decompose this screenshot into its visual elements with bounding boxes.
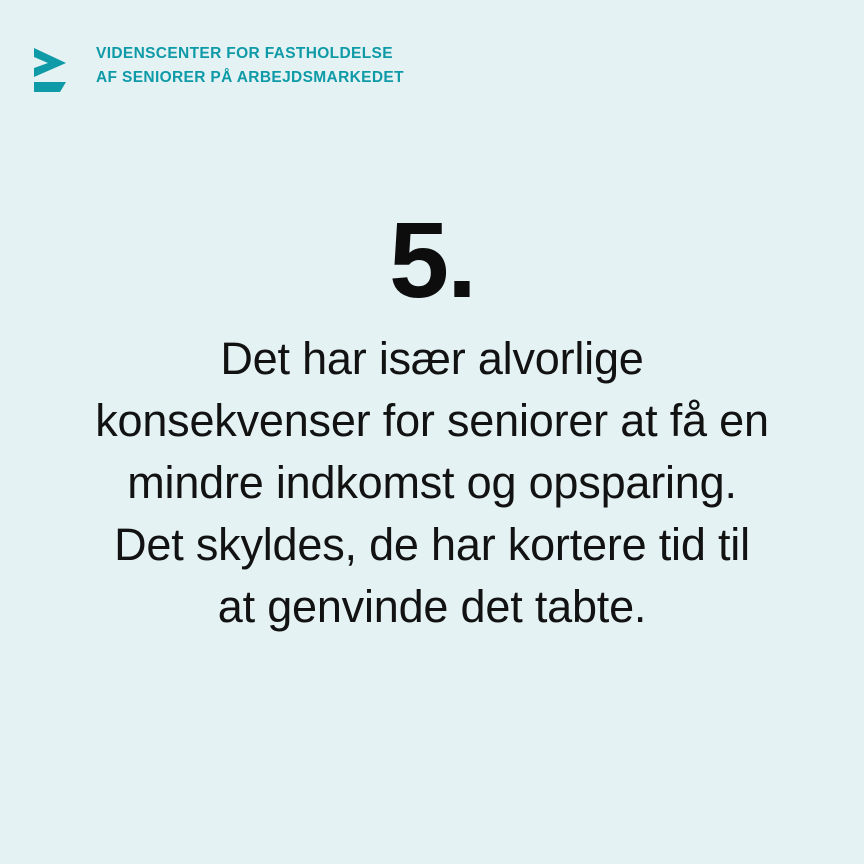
chevron-right-mark-icon [32, 44, 82, 96]
statement-line: mindre indkomst og opsparing. [127, 457, 737, 509]
brand-logo [32, 42, 404, 96]
slide-numeral: 5. [388, 199, 476, 320]
statement-line: Det har især alvorlige [220, 333, 644, 384]
brand-name-line-2: AF SENIORER PÅ ARBEJDSMARKEDET [96, 69, 404, 87]
slide-content [0, 199, 864, 638]
statement-line: konsekvenser for seniorer at få en [95, 395, 769, 447]
slide-statement [62, 328, 802, 638]
statement-line: Det skyldes, de har kortere tid til [114, 519, 750, 571]
statement-line: at genvinde det tabte. [217, 581, 647, 633]
brand-name [96, 42, 404, 90]
brand-name-line-1: VIDENSCENTER FOR FASTHOLDELSE [96, 45, 393, 62]
